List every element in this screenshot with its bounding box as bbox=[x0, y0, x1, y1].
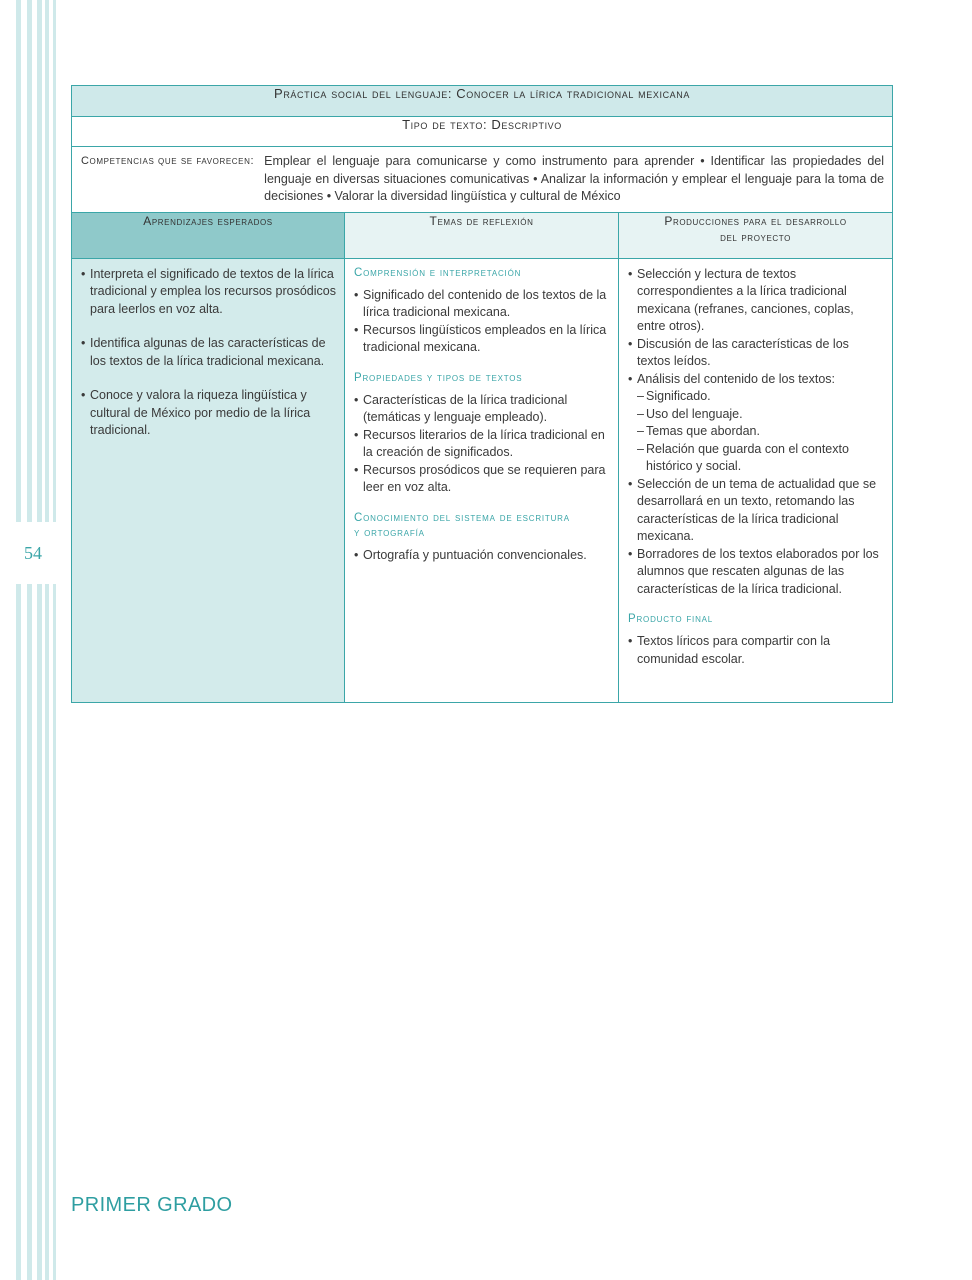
list-item: • Análisis del contenido de los textos: bbox=[628, 371, 884, 389]
curriculum-table bbox=[71, 85, 893, 703]
section-title-conocimiento bbox=[354, 511, 610, 541]
conocimiento-list bbox=[354, 547, 610, 565]
section-title-propiedades: Propiedades y tipos de textos bbox=[354, 371, 523, 384]
list-item: • Discusión de las características de los textos leídos. bbox=[628, 336, 884, 371]
header-producciones-line2: del proyecto bbox=[720, 229, 791, 244]
page-number: 54 bbox=[24, 543, 42, 563]
list-item: • Borradores de los textos elaborados por los alumnos que rescaten algunas de las características de la lírica tradicional. bbox=[628, 546, 884, 599]
list-item: • Conoce y valora la riqueza lingüística y cultural de México por medio de la lírica tradicional. bbox=[81, 387, 336, 440]
list-item: • Selección de un tema de actualidad que se desarrollará en un texto, retomando las características de la lírica tradicional mexicana. bbox=[628, 476, 884, 546]
margin-stripe-4 bbox=[45, 0, 49, 1280]
margin-stripe-2 bbox=[27, 0, 32, 1280]
propiedades-list bbox=[354, 392, 610, 497]
section-title-conocimiento-line2: y ortografía bbox=[354, 526, 425, 539]
text-type: Tipo de texto: Descriptivo bbox=[72, 117, 893, 147]
temas-column bbox=[345, 258, 619, 702]
list-item: • Identifica algunas de las características de los textos de la lírica tradicional mexicana. bbox=[81, 335, 336, 370]
list-item: • Recursos literarios de la lírica tradicional en la creación de significados. bbox=[354, 427, 610, 462]
table-title: Práctica social del lenguaje: Conocer la lírica tradicional mexicana bbox=[72, 86, 893, 117]
producto-final-list bbox=[628, 633, 884, 668]
producciones-list-a bbox=[628, 266, 884, 389]
sub-list-item: – Relación que guarda con el contexto histórico y social. bbox=[637, 441, 884, 476]
competencies-cell bbox=[72, 147, 893, 213]
producciones-list-b bbox=[628, 476, 884, 599]
sub-list-item: – Temas que abordan. bbox=[637, 423, 884, 441]
sub-list-item: – Significado. bbox=[637, 388, 884, 406]
section-title-conocimiento-line1: Conocimiento del sistema de escritura bbox=[354, 511, 570, 524]
comprension-list bbox=[354, 287, 610, 357]
header-producciones bbox=[619, 212, 893, 258]
list-item: • Ortografía y puntuación convencionales. bbox=[354, 547, 610, 565]
list-item: • Selección y lectura de textos correspondientes a la lírica tradicional mexicana (refranes, canciones, coplas, entre otros). bbox=[628, 266, 884, 336]
list-item: • Significado del contenido de los textos de la lírica tradicional mexicana. bbox=[354, 287, 610, 322]
header-temas: Temas de reflexión bbox=[345, 212, 619, 258]
aprendizajes-column bbox=[72, 258, 345, 702]
list-item: • Textos líricos para compartir con la comunidad escolar. bbox=[628, 633, 884, 668]
margin-stripe-1 bbox=[16, 0, 21, 1280]
competencies-text: Emplear el lenguaje para comunicarse y como instrumento para aprender • Identificar las propiedades del lenguaje en diversas situaciones comunicativas • Analizar la información y emplear el lenguaje para la toma de decisiones • Valorar la diversidad lingüística y cultural de México bbox=[264, 154, 885, 203]
list-item: • Interpreta el significado de textos de la lírica tradicional y emplea los recursos prosódicos para leerlos en voz alta. bbox=[81, 266, 336, 319]
margin-stripe-3 bbox=[37, 0, 42, 1280]
footer-grade-label: PRIMER GRADO bbox=[71, 1194, 233, 1216]
header-producciones-line1: Producciones para el desarrollo bbox=[664, 213, 847, 228]
sub-list-item: – Uso del lenguaje. bbox=[637, 406, 884, 424]
aprendizajes-list bbox=[81, 266, 336, 440]
margin-stripe-5 bbox=[53, 0, 56, 1280]
competencies-label: Competencias que se favorecen: bbox=[81, 155, 255, 167]
list-item: • Recursos prosódicos que se requieren para leer en voz alta. bbox=[354, 462, 610, 497]
list-item: • Características de la lírica tradicional (temáticas y lenguaje empleado). bbox=[354, 392, 610, 427]
header-aprendizajes: Aprendizajes esperados bbox=[72, 212, 345, 258]
producciones-column bbox=[619, 258, 893, 702]
list-item: • Recursos lingüísticos empleados en la lírica tradicional mexicana. bbox=[354, 322, 610, 357]
section-title-producto-final: Producto final bbox=[628, 613, 714, 625]
section-title-comprension: Comprensión e interpretación bbox=[354, 266, 522, 279]
